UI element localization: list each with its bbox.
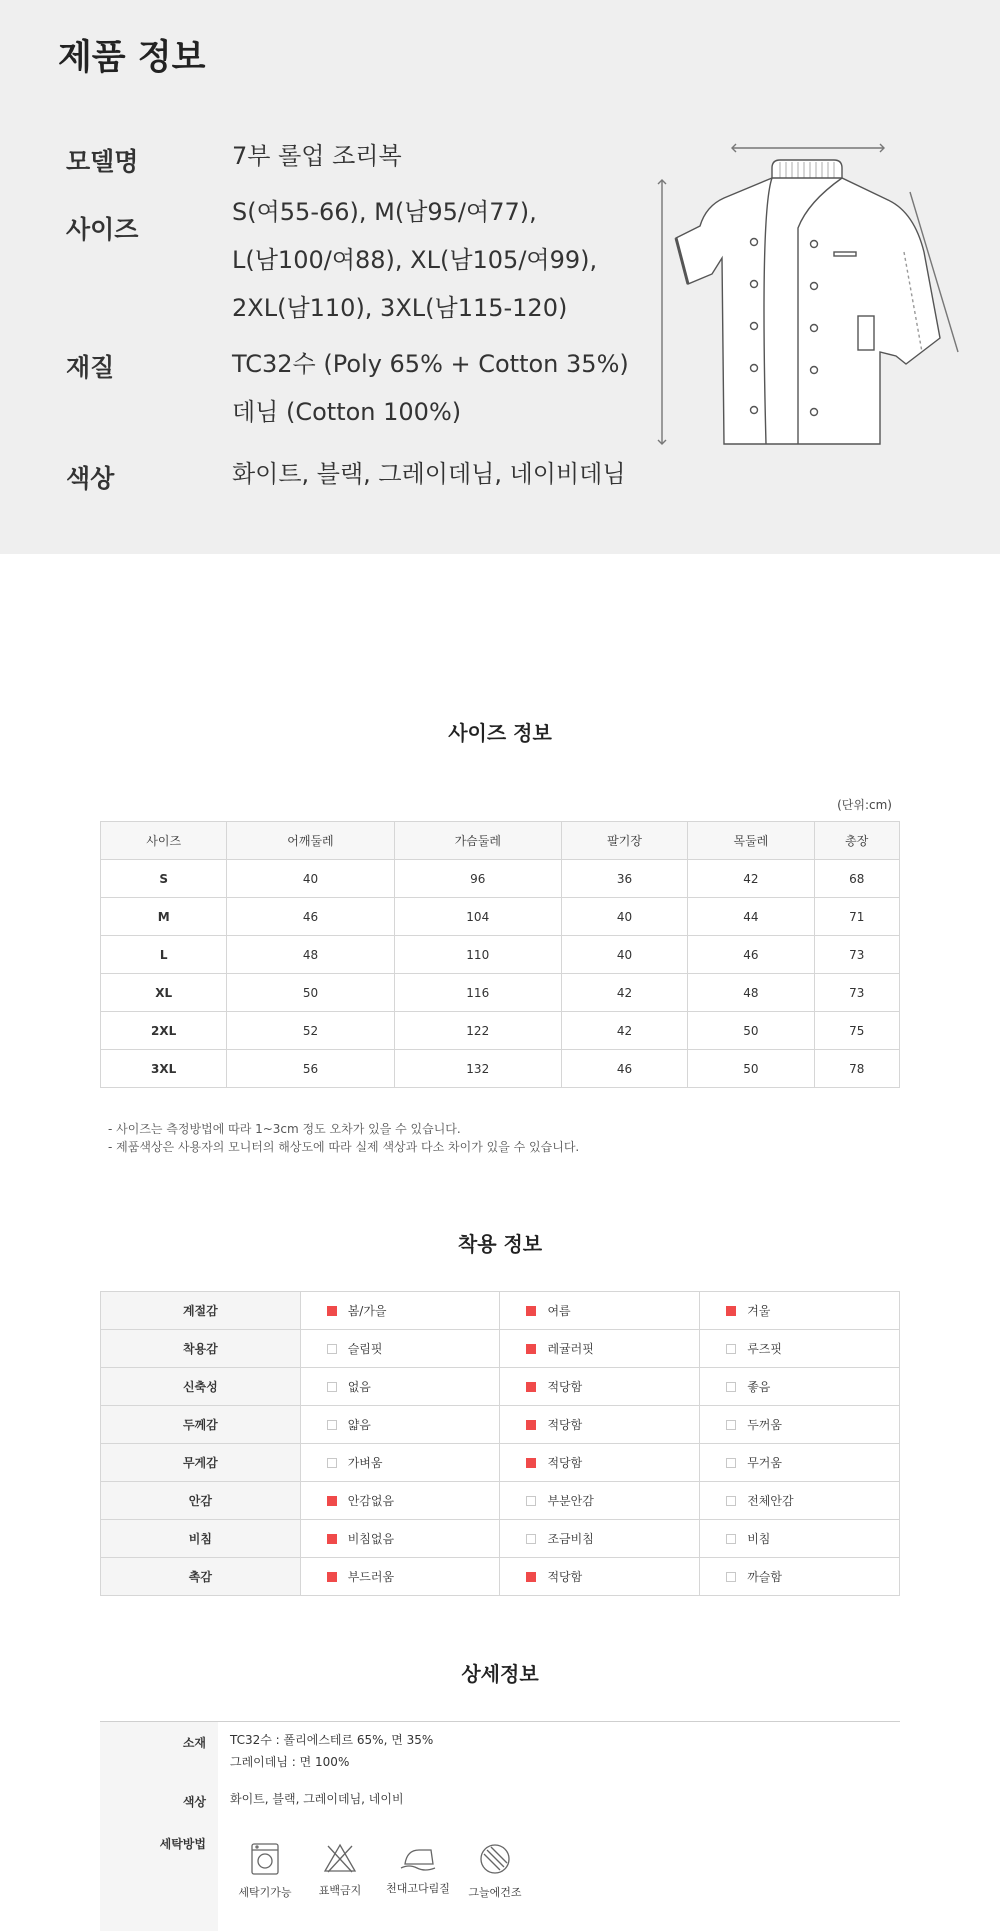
size-line: L(남100/여88), XL(남105/여99), xyxy=(232,246,598,274)
wear-option-label: 루즈핏 xyxy=(747,1342,782,1356)
wear-option xyxy=(300,1406,500,1444)
unchecked-box-icon xyxy=(726,1534,736,1544)
unchecked-box-icon xyxy=(327,1458,337,1468)
checked-box-icon xyxy=(327,1572,337,1582)
material-label: 재질 xyxy=(66,353,115,382)
wear-option xyxy=(700,1368,900,1406)
detail-label-column xyxy=(100,1722,218,1931)
wear-row xyxy=(101,1482,900,1520)
wear-option-label: 무거움 xyxy=(747,1456,782,1470)
wear-row-label: 두께감 xyxy=(101,1406,301,1444)
header-cell: 가슴둘레 xyxy=(394,822,561,860)
wear-option xyxy=(300,1520,500,1558)
table-cell: 104 xyxy=(394,898,561,936)
note-line: - 사이즈는 측정방법에 따라 1~3cm 정도 오차가 있을 수 있습니다. xyxy=(108,1122,461,1136)
header-cell: 팔기장 xyxy=(561,822,687,860)
model-label: 모델명 xyxy=(66,147,139,176)
wear-option xyxy=(700,1330,900,1368)
wear-option xyxy=(700,1292,900,1330)
model-value xyxy=(232,132,402,180)
header-cell: 총장 xyxy=(814,822,899,860)
wear-row-label: 안감 xyxy=(101,1482,301,1520)
checked-box-icon xyxy=(526,1420,536,1430)
unchecked-box-icon xyxy=(726,1572,736,1582)
table-cell: 71 xyxy=(814,898,899,936)
checked-box-icon xyxy=(327,1306,337,1316)
table-cell: 46 xyxy=(688,936,814,974)
no-bleach-icon xyxy=(323,1842,357,1874)
size-line: S(여55-66), M(남95/여77), xyxy=(232,198,537,226)
unchecked-box-icon xyxy=(327,1344,337,1354)
wash-label: 세탁기가능 xyxy=(238,1886,292,1899)
wear-option-label: 적당함 xyxy=(547,1570,583,1584)
wear-row xyxy=(101,1444,900,1482)
wear-row-label: 무게감 xyxy=(101,1444,301,1482)
wear-option-label: 전체안감 xyxy=(747,1494,794,1508)
product-info-section xyxy=(0,0,1000,554)
wash-item xyxy=(230,1842,300,1900)
wear-option-label: 적당함 xyxy=(547,1456,583,1470)
wash-item xyxy=(460,1842,530,1900)
size-table xyxy=(100,821,900,1088)
wear-option xyxy=(500,1406,700,1444)
size-notes xyxy=(108,1120,579,1156)
unchecked-box-icon xyxy=(726,1344,736,1354)
table-cell: 56 xyxy=(227,1050,394,1088)
wear-row xyxy=(101,1330,900,1368)
size-cell: M xyxy=(101,898,227,936)
table-cell: 75 xyxy=(814,1012,899,1050)
unchecked-box-icon xyxy=(526,1496,536,1506)
wash-label: 천대고다림질 xyxy=(386,1882,450,1895)
size-table-header-row xyxy=(101,822,900,860)
wear-option xyxy=(500,1292,700,1330)
color-label: 색상 xyxy=(66,464,115,493)
wear-option-label: 조금비침 xyxy=(547,1532,594,1546)
header-cell: 어깨둘레 xyxy=(227,822,394,860)
wear-option-label: 슬림핏 xyxy=(347,1342,383,1356)
checked-box-icon xyxy=(526,1344,536,1354)
size-value xyxy=(232,188,597,332)
detail-material-line: 그레이데님 : 면 100% xyxy=(230,1755,350,1769)
header-cell: 목둘레 xyxy=(688,822,814,860)
detail-color-label: 색상 xyxy=(182,1795,206,1809)
wear-option xyxy=(500,1368,700,1406)
table-cell: 46 xyxy=(227,898,394,936)
checked-box-icon xyxy=(327,1534,337,1544)
unit-label: (단위:cm) xyxy=(837,798,892,812)
wear-option xyxy=(300,1292,500,1330)
wear-option-label: 얇음 xyxy=(347,1418,371,1432)
size-info-title: 사이즈 정보 xyxy=(448,721,552,745)
unchecked-box-icon xyxy=(726,1420,736,1430)
size-cell: L xyxy=(101,936,227,974)
table-cell: 73 xyxy=(814,936,899,974)
unchecked-box-icon xyxy=(726,1382,736,1392)
size-cell: XL xyxy=(101,974,227,1012)
detail-material-value xyxy=(230,1729,433,1773)
table-cell: 52 xyxy=(227,1012,394,1050)
color-value-text: 화이트, 블랙, 그레이데님, 네이비데님 xyxy=(232,460,626,488)
size-cell: S xyxy=(101,860,227,898)
material-value xyxy=(232,340,629,436)
wear-row-label: 신축성 xyxy=(101,1368,301,1406)
table-cell: 110 xyxy=(394,936,561,974)
size-label: 사이즈 xyxy=(66,215,139,244)
material-line: TC32수 (Poly 65% + Cotton 35%) xyxy=(232,350,629,378)
wear-option-label: 적당함 xyxy=(547,1418,583,1432)
table-cell: 132 xyxy=(394,1050,561,1088)
table-cell: 42 xyxy=(561,974,687,1012)
wear-option-label: 봄/가을 xyxy=(347,1304,387,1318)
unchecked-box-icon xyxy=(726,1458,736,1468)
wear-option xyxy=(300,1558,500,1596)
color-value xyxy=(232,450,626,498)
detail-material-line: TC32수 : 폴리에스테르 65%, 면 35% xyxy=(230,1733,434,1747)
table-cell: 42 xyxy=(688,860,814,898)
wear-option-label: 가벼움 xyxy=(347,1456,383,1470)
table-cell: 46 xyxy=(561,1050,687,1088)
table-row xyxy=(101,974,900,1012)
table-row xyxy=(101,1050,900,1088)
wear-option xyxy=(300,1330,500,1368)
note-line: - 제품색상은 사용자의 모니터의 해상도에 따라 실제 색상과 다소 차이가 있을 수 있습니다. xyxy=(108,1140,580,1154)
table-row xyxy=(101,936,900,974)
unchecked-box-icon xyxy=(726,1496,736,1506)
wear-option xyxy=(300,1482,500,1520)
wear-option xyxy=(700,1482,900,1520)
table-cell: 68 xyxy=(814,860,899,898)
shade-dry-icon xyxy=(478,1842,512,1876)
checked-box-icon xyxy=(526,1458,536,1468)
checked-box-icon xyxy=(726,1306,736,1316)
wear-row xyxy=(101,1520,900,1558)
wear-option-label: 부분안감 xyxy=(547,1494,594,1508)
wear-option-label: 없음 xyxy=(347,1380,371,1394)
wear-row xyxy=(101,1368,900,1406)
table-cell: 42 xyxy=(561,1012,687,1050)
product-info-title: 제품 정보 xyxy=(58,38,206,78)
size-cell: 2XL xyxy=(101,1012,227,1050)
wear-option-label: 안감없음 xyxy=(347,1494,395,1508)
wear-option-label: 여름 xyxy=(547,1304,571,1318)
checked-box-icon xyxy=(526,1572,536,1582)
wear-row xyxy=(101,1292,900,1330)
table-row xyxy=(101,860,900,898)
table-cell: 40 xyxy=(561,898,687,936)
wear-option xyxy=(500,1520,700,1558)
wear-info-title: 착용 정보 xyxy=(457,1232,543,1256)
table-cell: 116 xyxy=(394,974,561,1012)
table-row xyxy=(101,898,900,936)
wear-option xyxy=(700,1558,900,1596)
iron-cloth-icon xyxy=(399,1842,437,1872)
table-cell: 40 xyxy=(561,936,687,974)
wear-option xyxy=(700,1406,900,1444)
wear-option-label: 겨울 xyxy=(747,1304,771,1318)
detail-material-label: 소재 xyxy=(182,1736,206,1750)
table-cell: 50 xyxy=(688,1050,814,1088)
table-row xyxy=(101,1012,900,1050)
unchecked-box-icon xyxy=(327,1382,337,1392)
table-cell: 78 xyxy=(814,1050,899,1088)
material-line: 데님 (Cotton 100%) xyxy=(232,398,462,426)
washing-machine-icon xyxy=(250,1842,280,1876)
table-cell: 40 xyxy=(227,860,394,898)
wear-option-label: 비침없음 xyxy=(347,1532,395,1546)
table-cell: 73 xyxy=(814,974,899,1012)
wear-row-label: 촉감 xyxy=(101,1558,301,1596)
wear-row xyxy=(101,1406,900,1444)
table-cell: 36 xyxy=(561,860,687,898)
checked-box-icon xyxy=(327,1496,337,1506)
checked-box-icon xyxy=(526,1382,536,1392)
wash-item xyxy=(383,1842,453,1896)
header-cell: 사이즈 xyxy=(101,822,227,860)
wear-option-label: 두꺼움 xyxy=(747,1418,782,1432)
wear-option-label: 적당함 xyxy=(547,1380,583,1394)
wear-row-label: 비침 xyxy=(101,1520,301,1558)
chef-jacket-diagram xyxy=(648,132,978,458)
table-cell: 48 xyxy=(688,974,814,1012)
wash-label: 표백금지 xyxy=(318,1884,362,1897)
table-cell: 48 xyxy=(227,936,394,974)
wear-option-label: 비침 xyxy=(747,1532,771,1546)
model-value-text: 7부 롤업 조리복 xyxy=(232,142,402,170)
wear-option xyxy=(700,1444,900,1482)
wear-option-label: 레귤러핏 xyxy=(547,1342,594,1356)
wear-option xyxy=(500,1330,700,1368)
size-cell: 3XL xyxy=(101,1050,227,1088)
table-cell: 96 xyxy=(394,860,561,898)
wear-option xyxy=(300,1444,500,1482)
size-line: 2XL(남110), 3XL(남115-120) xyxy=(232,294,568,322)
table-cell: 50 xyxy=(227,974,394,1012)
wear-option xyxy=(500,1444,700,1482)
detail-info-title: 상세정보 xyxy=(461,1662,539,1686)
wash-item xyxy=(305,1842,375,1898)
table-cell: 50 xyxy=(688,1012,814,1050)
wear-option xyxy=(500,1482,700,1520)
detail-color-value: 화이트, 블랙, 그레이데님, 네이비 xyxy=(230,1792,404,1806)
wear-row xyxy=(101,1558,900,1596)
wear-option xyxy=(700,1520,900,1558)
wear-option-label: 좋음 xyxy=(747,1380,771,1394)
wear-row-label: 착용감 xyxy=(101,1330,301,1368)
wear-table xyxy=(100,1291,900,1596)
wear-option xyxy=(500,1558,700,1596)
checked-box-icon xyxy=(526,1306,536,1316)
wear-option-label: 까슬함 xyxy=(747,1570,782,1584)
unchecked-box-icon xyxy=(327,1420,337,1430)
detail-wash-label: 세탁방법 xyxy=(159,1837,206,1851)
unchecked-box-icon xyxy=(526,1534,536,1544)
table-cell: 122 xyxy=(394,1012,561,1050)
wear-option-label: 부드러움 xyxy=(347,1570,395,1584)
table-cell: 44 xyxy=(688,898,814,936)
wear-row-label: 계절감 xyxy=(101,1292,301,1330)
wear-option xyxy=(300,1368,500,1406)
wash-label: 그늘에건조 xyxy=(468,1886,522,1899)
